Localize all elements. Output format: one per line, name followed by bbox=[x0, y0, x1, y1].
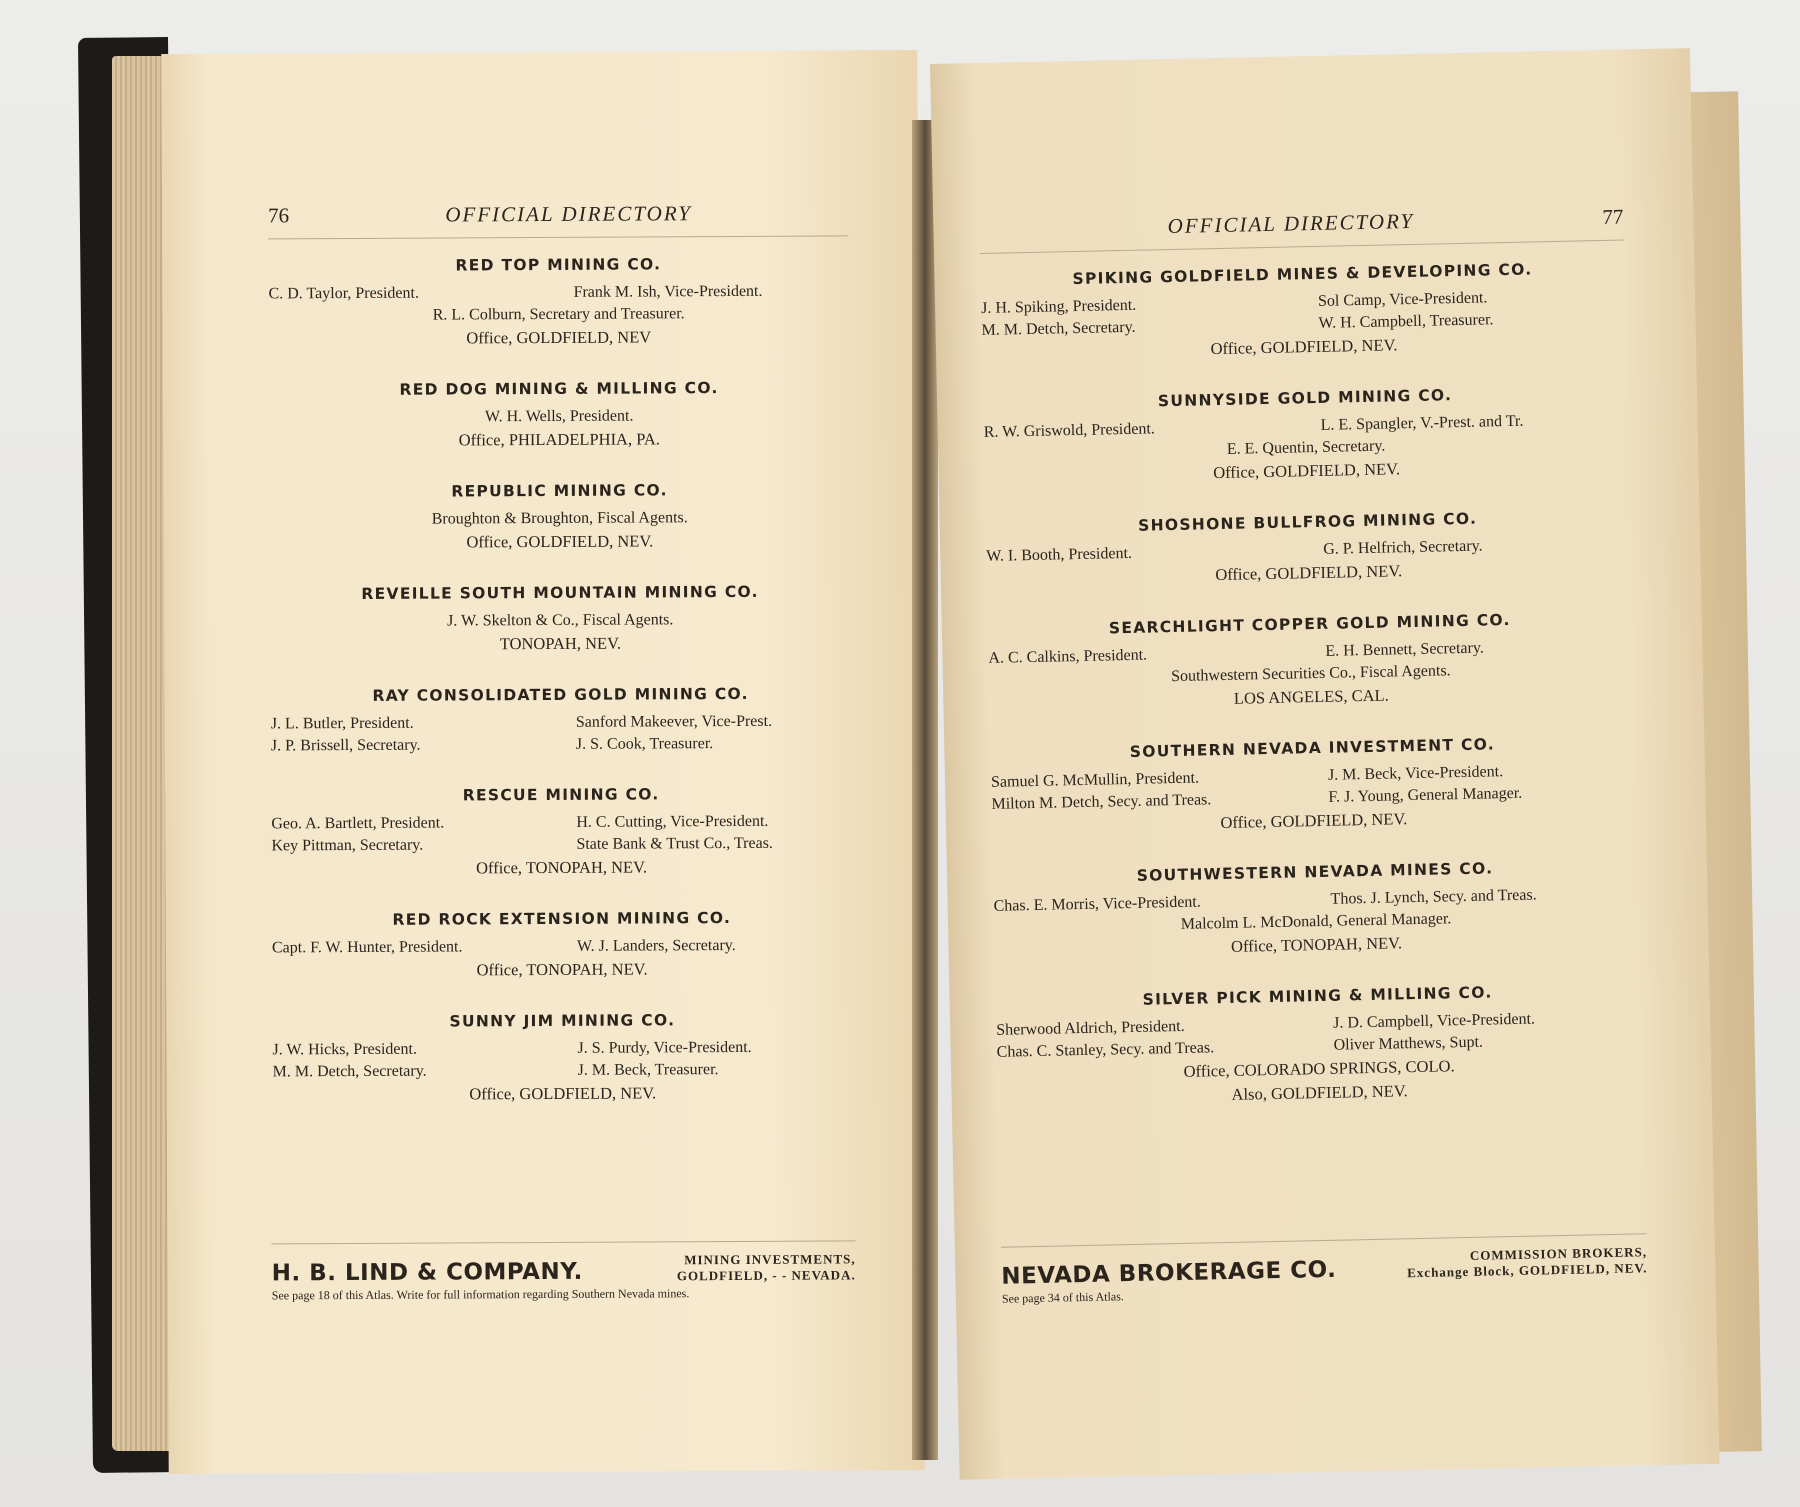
company-name: RED ROCK EXTENSION MINING CO. bbox=[392, 909, 732, 929]
company-name: SHOSHONE BULLFROG MINING CO. bbox=[1137, 509, 1478, 535]
company-name: REVEILLE SOUTH MOUNTAIN MINING CO. bbox=[361, 582, 759, 603]
officer: Capt. F. W. Hunter, President. bbox=[271, 938, 463, 957]
officer: J. S. Purdy, Vice-President. bbox=[577, 1038, 752, 1057]
officer: F. J. Young, General Manager. bbox=[1328, 784, 1523, 806]
running-head: OFFICIAL DIRECTORY bbox=[445, 201, 692, 227]
officer: J. P. Brissell, Secretary. bbox=[270, 736, 421, 755]
officer: Milton M. Detch, Secy. and Treas. bbox=[991, 791, 1212, 813]
officer: Frank M. Ish, Vice-President. bbox=[573, 282, 763, 301]
ad-note: See page 34 of this Atlas. bbox=[1001, 1289, 1124, 1306]
officer: J. M. Beck, Treasurer. bbox=[577, 1061, 719, 1079]
officer: E. H. Bennett, Secretary. bbox=[1325, 639, 1484, 660]
officer: W. H. Campbell, Treasurer. bbox=[1318, 311, 1494, 332]
directory-entry bbox=[268, 254, 848, 351]
directory-entry bbox=[990, 732, 1636, 839]
company-name: RAY CONSOLIDATED GOLD MINING CO. bbox=[372, 684, 749, 705]
officer: Sherwood Aldrich, President. bbox=[996, 1017, 1185, 1039]
directory-entry bbox=[269, 378, 849, 453]
office-line: Office, PHILADELPHIA, PA. bbox=[458, 429, 660, 450]
office-line: Office, GOLDFIELD, NEV. bbox=[1215, 561, 1403, 585]
advertiser-name: NEVADA BROKERAGE CO. bbox=[1001, 1256, 1337, 1290]
book-gutter bbox=[912, 120, 938, 1460]
officer-row bbox=[271, 832, 851, 857]
officer: J. S. Cook, Treasurer. bbox=[575, 735, 714, 753]
officer-row bbox=[272, 934, 852, 959]
officer: J. H. Spiking, President. bbox=[980, 296, 1137, 317]
company-name: REPUBLIC MINING CO. bbox=[451, 481, 668, 501]
advertisement bbox=[272, 1240, 856, 1303]
company-name: SPIKING GOLDFIELD MINES & DEVELOPING CO. bbox=[1072, 260, 1533, 289]
office-line: Office, GOLDFIELD, NEV. bbox=[1212, 459, 1401, 483]
officer: J. L. Butler, President. bbox=[270, 714, 414, 733]
company-name: SOUTHWESTERN NEVADA MINES CO. bbox=[1136, 859, 1494, 885]
officer: W. I. Booth, President. bbox=[986, 544, 1133, 565]
office-line: Office, GOLDFIELD, NEV. bbox=[469, 1083, 657, 1104]
ad-note: See page 18 of this Atlas. Write for full information regarding Southern Nevada mines. bbox=[271, 1286, 690, 1303]
company-name: SOUTHERN NEVADA INVESTMENT CO. bbox=[1129, 735, 1496, 761]
office-line: Office, GOLDFIELD, NEV bbox=[466, 327, 652, 348]
officer: W. J. Landers, Secretary. bbox=[576, 936, 736, 955]
directory-entry bbox=[272, 1010, 852, 1107]
officer: Thos. J. Lynch, Secy. and Treas. bbox=[1330, 886, 1537, 908]
directory-entry bbox=[993, 856, 1639, 963]
company-name: SEARCHLIGHT COPPER GOLD MINING CO. bbox=[1108, 610, 1511, 638]
officer: M. M. Detch, Secretary. bbox=[272, 1062, 427, 1081]
office-line: Office, TONOPAH, NEV. bbox=[1230, 933, 1403, 956]
officer-row bbox=[272, 1036, 852, 1061]
officer: Key Pittman, Secretary. bbox=[271, 836, 424, 855]
officer-row bbox=[271, 810, 851, 835]
running-head: OFFICIAL DIRECTORY bbox=[1167, 208, 1415, 239]
office-line: Office, GOLDFIELD, NEV. bbox=[1210, 335, 1398, 359]
officer-line: Broughton & Broughton, Fiscal Agents. bbox=[431, 509, 688, 528]
directory-entry bbox=[270, 480, 850, 555]
office-line: Office, TONOPAH, NEV. bbox=[476, 857, 648, 878]
officer-row bbox=[271, 710, 851, 735]
officer: J. D. Campbell, Vice-President. bbox=[1332, 1010, 1536, 1032]
officer: A. C. Calkins, President. bbox=[988, 646, 1148, 667]
advertiser-details bbox=[677, 1251, 856, 1284]
officer: Samuel G. McMullin, President. bbox=[990, 769, 1200, 791]
directory-entry bbox=[272, 908, 852, 983]
office-line: Also, GOLDFIELD, NEV. bbox=[1231, 1081, 1408, 1104]
right-page bbox=[930, 48, 1719, 1480]
officer-line: Southwestern Securities Co., Fiscal Agents. bbox=[1170, 662, 1451, 686]
officer: M. M. Detch, Secretary. bbox=[981, 318, 1136, 339]
directory-entry bbox=[995, 980, 1641, 1111]
office-line: LOS ANGELES, CAL. bbox=[1233, 685, 1389, 708]
officer-line: Malcolm L. McDonald, General Manager. bbox=[1180, 910, 1452, 933]
company-name: RESCUE MINING CO. bbox=[462, 785, 660, 805]
officer: C. D. Taylor, President. bbox=[268, 284, 419, 303]
officer: Chas. C. Stanley, Secy. and Treas. bbox=[996, 1039, 1215, 1061]
directory-entry bbox=[271, 684, 851, 757]
directory-entry bbox=[983, 382, 1629, 489]
directory-entry bbox=[980, 259, 1626, 366]
left-page bbox=[161, 50, 924, 1474]
office-line: Office, COLORADO SPRINGS, COLO. bbox=[1183, 1056, 1455, 1081]
officer: J. W. Hicks, President. bbox=[272, 1040, 417, 1059]
page-header bbox=[268, 200, 848, 239]
officer: G. P. Helfrich, Secretary. bbox=[1323, 537, 1483, 558]
page-number: 76 bbox=[268, 203, 290, 228]
directory-entry bbox=[271, 784, 851, 881]
ad-line: GOLDFIELD, - - NEVADA. bbox=[676, 1267, 856, 1284]
officer: L. E. Spangler, V.-Prest. and Tr. bbox=[1320, 412, 1524, 434]
office-line: Office, GOLDFIELD, NEV. bbox=[1220, 809, 1408, 833]
officer: Geo. A. Bartlett, President. bbox=[271, 814, 445, 833]
officer: R. W. Griswold, President. bbox=[983, 420, 1155, 441]
directory-entry bbox=[986, 506, 1631, 591]
officer: Sol Camp, Vice-President. bbox=[1317, 289, 1488, 310]
officer-row bbox=[273, 1058, 853, 1083]
company-name: RED DOG MINING & MILLING CO. bbox=[399, 379, 719, 399]
office-line: Office, TONOPAH, NEV. bbox=[476, 959, 648, 980]
office-line: Office, GOLDFIELD, NEV. bbox=[466, 531, 654, 552]
directory-entry bbox=[270, 582, 850, 657]
company-name: SILVER PICK MINING & MILLING CO. bbox=[1142, 983, 1493, 1009]
advertiser-details bbox=[1407, 1244, 1648, 1281]
officer-line: J. W. Skelton & Co., Fiscal Agents. bbox=[447, 611, 674, 630]
page-number: 77 bbox=[1602, 204, 1624, 229]
officer-row bbox=[271, 732, 851, 757]
officer-line: W. H. Wells, President. bbox=[484, 407, 634, 426]
advertiser-name: H. B. LIND & COMPANY. bbox=[271, 1258, 583, 1287]
office-line: TONOPAH, NEV. bbox=[499, 633, 622, 654]
officer-line: E. E. Quentin, Secretary. bbox=[1226, 437, 1386, 458]
page-header bbox=[979, 205, 1624, 254]
officer: J. M. Beck, Vice-President. bbox=[1327, 763, 1504, 784]
officer: Chas. E. Morris, Vice-President. bbox=[993, 893, 1201, 915]
company-name: SUNNYSIDE GOLD MINING CO. bbox=[1157, 386, 1453, 411]
ad-line: COMMISSION BROKERS, bbox=[1469, 1244, 1648, 1263]
officer: H. C. Cutting, Vice-President. bbox=[576, 812, 769, 831]
ad-line: MINING INVESTMENTS, bbox=[684, 1251, 856, 1268]
officer: Sanford Makeever, Vice-Prest. bbox=[575, 712, 773, 731]
company-name: SUNNY JIM MINING CO. bbox=[449, 1011, 676, 1031]
company-name: RED TOP MINING CO. bbox=[455, 255, 662, 275]
directory-entry bbox=[988, 608, 1634, 715]
officer: State Bank & Trust Co., Treas. bbox=[576, 834, 773, 853]
officer-line: R. L. Colburn, Secretary and Treasurer. bbox=[432, 305, 685, 324]
officer: Oliver Matthews, Supt. bbox=[1333, 1033, 1484, 1054]
officer-row bbox=[268, 280, 848, 305]
ad-line: Exchange Block, GOLDFIELD, NEV. bbox=[1407, 1260, 1648, 1281]
